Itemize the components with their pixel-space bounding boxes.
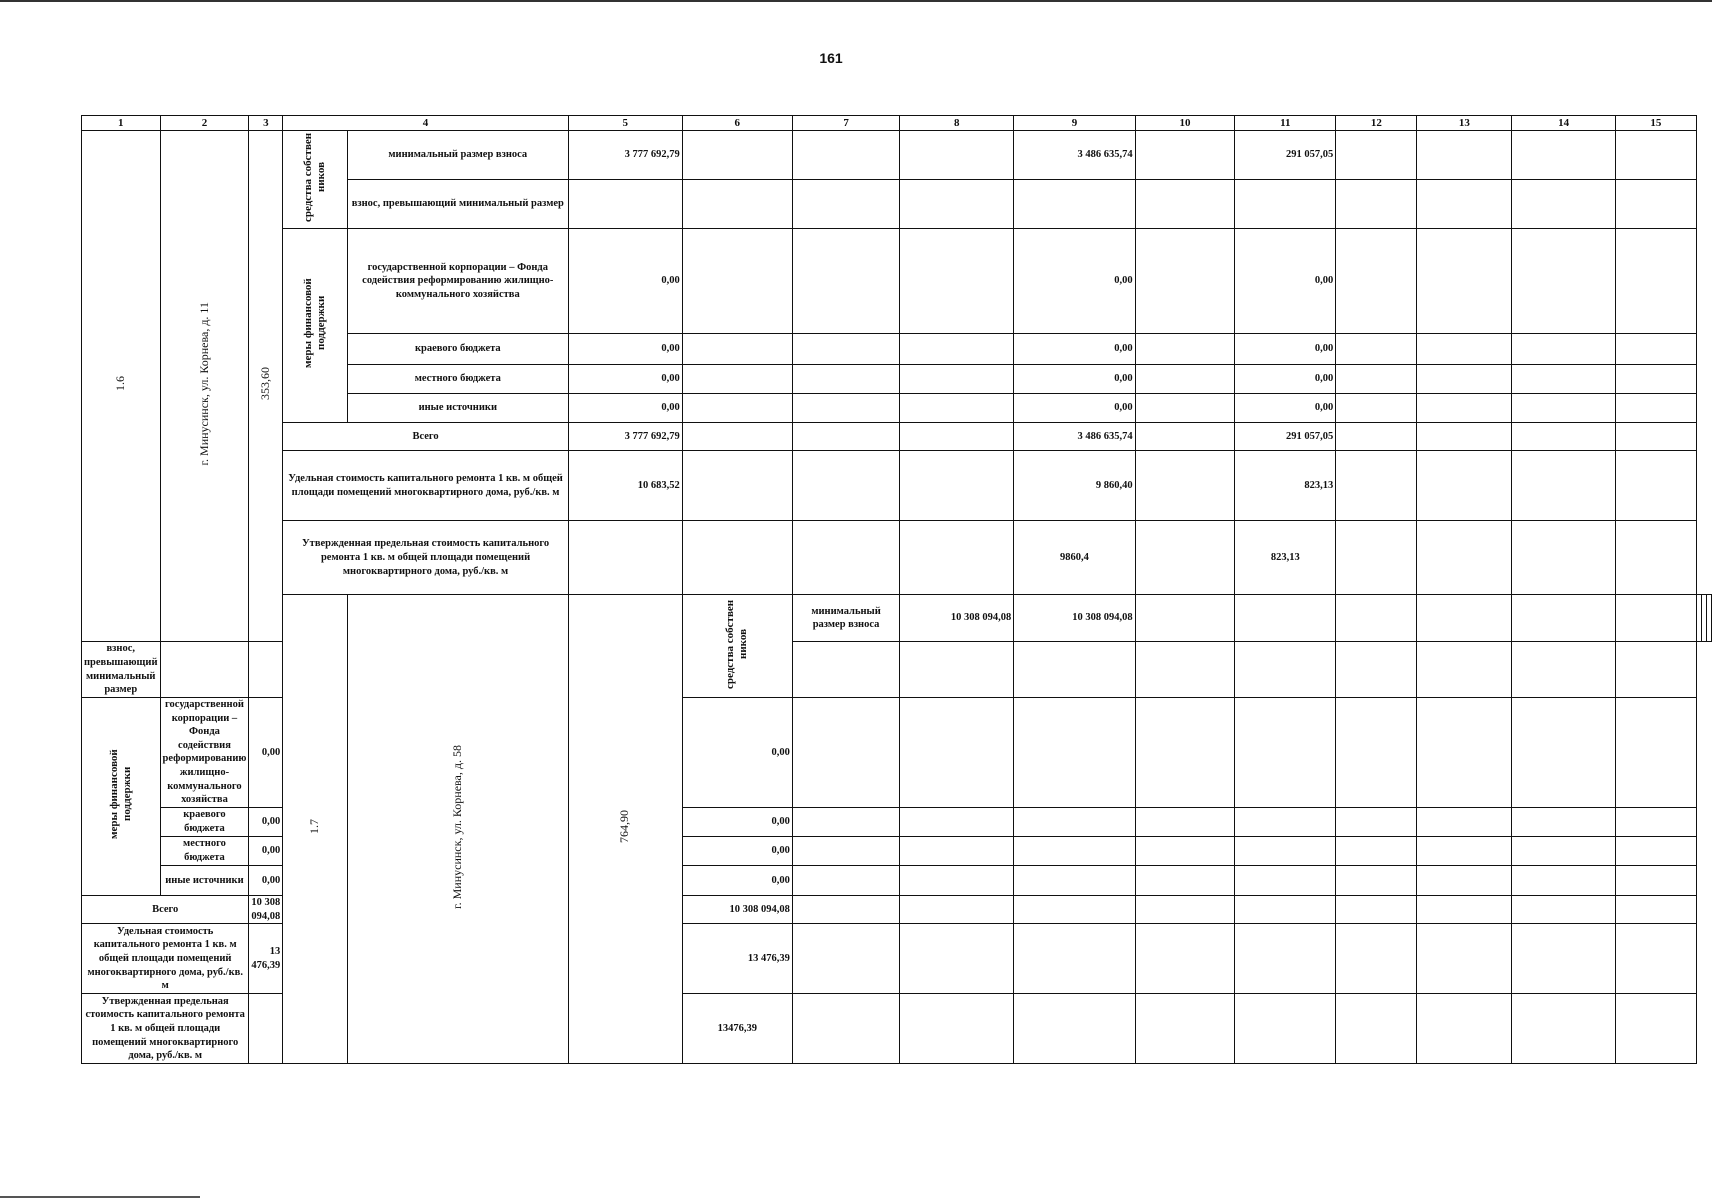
cell-col6: 10 308 094,08 [682, 895, 792, 923]
cell-col11: 0,00 [1235, 394, 1336, 423]
cell-col6: 0,00 [682, 865, 792, 895]
row-label: краевого бюджета [347, 334, 568, 365]
block-number: 1.7 [283, 595, 348, 1064]
cell-col11 [1235, 895, 1336, 923]
row-label-unit-cost: Удельная стоимость капитального ремонта 1 кв. м общей площади помещений многоквартирного дома, руб./кв. м [82, 924, 249, 994]
cell-col6 [682, 131, 792, 180]
cell-col9: 0,00 [1014, 365, 1135, 394]
block-address: г. Минусинск, ул. Корнева, д. 11 [160, 131, 249, 642]
col-header: 1 [82, 116, 161, 131]
cell-col5: 0,00 [568, 334, 682, 365]
col-header: 8 [900, 116, 1014, 131]
col-header: 10 [1135, 116, 1235, 131]
cell-col9: 9 860,40 [1014, 451, 1135, 521]
cell-col9 [1014, 994, 1135, 1064]
cell-col9 [1014, 924, 1135, 994]
row-label: взнос, превышающий минимальный размер [82, 642, 161, 698]
block-area: 764,90 [568, 595, 682, 1064]
cell-col6: 0,00 [682, 807, 792, 836]
capital-repair-table [81, 115, 1712, 1064]
row-label: местного бюджета [347, 365, 568, 394]
table-row [82, 423, 1712, 451]
group-support-label: меры финансовой поддержки [283, 229, 348, 423]
cell-col6 [682, 423, 792, 451]
row-label: государственной корпорации – Фонда содействия реформированию жилищно-коммунального хозяйства [160, 697, 249, 807]
cell-col11: 291 057,05 [1235, 423, 1336, 451]
cell-col5: 0,00 [249, 865, 283, 895]
cell-col5: 0,00 [568, 365, 682, 394]
cell-col5 [249, 994, 283, 1064]
cell-col9 [1014, 807, 1135, 836]
cell-col6: 10 308 094,08 [1014, 595, 1135, 642]
block-area: 353,60 [249, 131, 283, 642]
cell-col9 [1014, 180, 1135, 229]
cell-col9 [1336, 595, 1417, 642]
cell-col9: 3 486 635,74 [1014, 131, 1135, 180]
cell-col6 [682, 521, 792, 595]
block-address: г. Минусинск, ул. Корнева, д. 58 [347, 595, 568, 1064]
row-label: местного бюджета [160, 836, 249, 865]
cell-col6: 13476,39 [682, 994, 792, 1064]
page-number: 161 [819, 50, 843, 66]
cell-col11: 0,00 [1235, 365, 1336, 394]
cell-col11 [1235, 807, 1336, 836]
row-label: минимальный размер взноса [347, 131, 568, 180]
group-owners-label: средства собствен ников [682, 595, 792, 698]
table-row [82, 595, 1712, 642]
cell-col9 [1014, 895, 1135, 923]
row-label: иные источники [347, 394, 568, 423]
table-row [82, 131, 1712, 180]
cell-col6 [682, 334, 792, 365]
cell-col5: 3 777 692,79 [568, 423, 682, 451]
cell-col11: 823,13 [1235, 451, 1336, 521]
col-header: 11 [1235, 116, 1336, 131]
cell-col5: 0,00 [249, 836, 283, 865]
cell-col11 [1235, 865, 1336, 895]
row-label: государственной корпорации – Фонда содействия реформированию жилищно-коммунального хозяйства [347, 229, 568, 334]
header-row [82, 116, 1712, 131]
cell-col9 [1014, 642, 1135, 698]
cell-col5: 10 308 094,08 [249, 895, 283, 923]
cell-col5: 13 476,39 [249, 924, 283, 994]
cell-col6 [682, 451, 792, 521]
col-header: 2 [160, 116, 249, 131]
top-border-line [0, 0, 1712, 2]
cell-col11 [1235, 180, 1336, 229]
cell-col6 [249, 642, 283, 698]
cell-col9 [1014, 836, 1135, 865]
cell-col11 [1512, 595, 1615, 642]
cell-col5: 10 308 094,08 [900, 595, 1014, 642]
cell-col11: 0,00 [1235, 229, 1336, 334]
cell-col5: 10 683,52 [568, 451, 682, 521]
row-label-total: Всего [82, 895, 249, 923]
cell-col6 [682, 365, 792, 394]
cell-col9: 0,00 [1014, 334, 1135, 365]
cell-col11 [1235, 994, 1336, 1064]
row-label-limit-cost: Утвержденная предельная стоимость капитального ремонта 1 кв. м общей площади помещений многоквартирного дома, руб./кв. м [283, 521, 569, 595]
group-owners-label: средства собствен ников [283, 131, 348, 229]
cell-col6 [682, 394, 792, 423]
cell-col11 [1235, 836, 1336, 865]
col-header: 12 [1336, 116, 1417, 131]
col-header: 7 [792, 116, 900, 131]
cell-col11: 291 057,05 [1235, 131, 1336, 180]
cell-col6 [682, 180, 792, 229]
row-label-unit-cost: Удельная стоимость капитального ремонта 1 кв. м общей площади помещений многоквартирного дома, руб./кв. м [283, 451, 569, 521]
cell-col11 [1235, 697, 1336, 807]
cell-col5: 0,00 [249, 807, 283, 836]
col-header: 13 [1417, 116, 1512, 131]
cell-col5: 3 777 692,79 [568, 131, 682, 180]
cell-col11 [1235, 924, 1336, 994]
cell-col5: 0,00 [568, 229, 682, 334]
row-label-total: Всего [283, 423, 569, 451]
cell-col9 [1014, 697, 1135, 807]
cell-col5 [568, 180, 682, 229]
table-row [82, 229, 1712, 334]
cell-col6: 13 476,39 [682, 924, 792, 994]
row-label: взнос, превышающий минимальный размер [347, 180, 568, 229]
cell-col9: 9860,4 [1014, 521, 1135, 595]
cell-col11: 0,00 [1235, 334, 1336, 365]
col-header: 5 [568, 116, 682, 131]
table-row [82, 451, 1712, 521]
cell-col9: 3 486 635,74 [1014, 423, 1135, 451]
cell-col5 [568, 521, 682, 595]
bottom-scan-line [0, 1196, 200, 1198]
cell-col11 [1235, 642, 1336, 698]
cell-col6: 0,00 [682, 697, 792, 807]
table-row [82, 521, 1712, 595]
col-header: 3 [249, 116, 283, 131]
cell-col5 [160, 642, 249, 698]
row-label-limit-cost: Утвержденная предельная стоимость капитального ремонта 1 кв. м общей площади помещений многоквартирного дома, руб./кв. м [82, 994, 249, 1064]
cell-col6: 0,00 [682, 836, 792, 865]
cell-col11: 823,13 [1235, 521, 1336, 595]
cell-col5: 0,00 [249, 697, 283, 807]
row-label: иные источники [160, 865, 249, 895]
cell-col9: 0,00 [1014, 229, 1135, 334]
group-support-label: меры финансовой поддержки [82, 697, 161, 895]
cell-col6 [682, 229, 792, 334]
cell-col9: 0,00 [1014, 394, 1135, 423]
row-label: минимальный размер взноса [792, 595, 900, 642]
cell-col9 [1014, 865, 1135, 895]
block-number: 1.6 [82, 131, 161, 642]
col-header: 4 [283, 116, 569, 131]
col-header: 14 [1512, 116, 1615, 131]
col-header: 15 [1615, 116, 1696, 131]
col-header: 6 [682, 116, 792, 131]
row-label: краевого бюджета [160, 807, 249, 836]
col-header: 9 [1014, 116, 1135, 131]
cell-col5: 0,00 [568, 394, 682, 423]
